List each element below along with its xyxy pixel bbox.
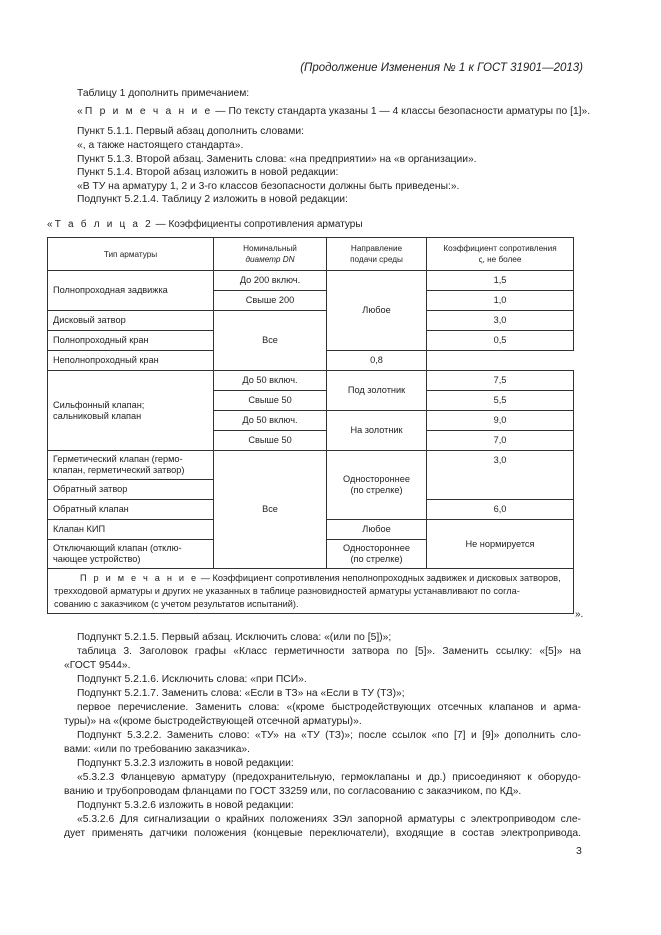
table-title-word: «Т а б л и ц а 2 bbox=[47, 219, 153, 230]
cell-direction-line1: Одностороннее bbox=[343, 474, 410, 484]
para-line: первое перечисление. Заменить слова: «(кроме быстродействующих отсечных клапанов и арма- bbox=[77, 702, 581, 713]
cell-coefficient: 1,0 bbox=[427, 291, 574, 311]
cell-coefficient: 3,0 bbox=[427, 311, 574, 331]
cell-dn: Все bbox=[214, 451, 327, 569]
para-line: Подпункт 5.3.2.2. Заменить слово: «ТУ» на «ТУ (ТЗ)»; после ссылок «по [7] и [9]» дополнить сло- bbox=[77, 730, 581, 741]
header-dn-line1: Номинальный bbox=[243, 244, 297, 253]
cell-coefficient: 0,5 bbox=[427, 331, 574, 351]
para-line: Подпункт 5.3.2.6 изложить в новой редакции: bbox=[77, 800, 294, 811]
para-line: Подпункт 5.3.2.3 изложить в новой редакции: bbox=[77, 758, 294, 769]
table-note-row bbox=[48, 569, 574, 614]
cell-direction bbox=[327, 540, 427, 569]
para-line: Пункт 5.1.1. Первый абзац дополнить словами: bbox=[77, 126, 304, 137]
cell-direction-line2: (по стрелке) bbox=[350, 485, 403, 495]
cell-coefficient: 0,8 bbox=[327, 351, 427, 371]
cell-direction: Любое bbox=[327, 520, 427, 540]
cell-coefficient: 7,0 bbox=[427, 431, 574, 451]
table-header-row bbox=[48, 238, 574, 271]
cell-direction: Любое bbox=[327, 271, 427, 351]
cell-type-line2: сальниковый клапан bbox=[53, 410, 142, 421]
para-line: вами: «или по требованию заказчика». bbox=[64, 744, 251, 755]
cell-dn: Свыше 50 bbox=[214, 431, 327, 451]
table-row bbox=[48, 311, 574, 331]
table-note-line2: трехходовой арматуры и других не указанных в таблице разновидностей арматуры устанавливают по согла- bbox=[54, 586, 520, 596]
cell-direction bbox=[327, 451, 427, 520]
para-line: «5.3.2.3 Фланцевую арматуру (предохранительную, гермоклапаны и др.) присоединяют к оборудо- bbox=[77, 772, 581, 783]
table-note-line1: — Коэффициент сопротивления неполнопроходных задвижек и дисковых затворов, bbox=[198, 573, 561, 583]
cell-direction-line1: Одностороннее bbox=[343, 543, 410, 553]
cell-coefficient: 9,0 bbox=[427, 411, 574, 431]
table-note-word: П р и м е ч а н и е bbox=[80, 573, 199, 583]
table-close-quote: ». bbox=[575, 609, 584, 620]
cell-type: Обратный затвор bbox=[48, 480, 214, 500]
para-line: «, а также настоящего стандарта». bbox=[77, 140, 244, 151]
para-line: Подпункт 5.2.1.6. Исключить слова: «при ПСИ». bbox=[77, 674, 307, 685]
table-row bbox=[48, 371, 574, 391]
para-line: ванию и трубопроводам фланцами по ГОСТ 33259 или, по согласованию с заказчиком, по КД». bbox=[64, 786, 522, 797]
header-coefficient-line2: ς, не более bbox=[478, 255, 522, 264]
note-word: «П р и м е ч а н и е bbox=[77, 106, 213, 117]
header-coefficient bbox=[427, 238, 574, 271]
header-direction-line2: подачи среды bbox=[350, 255, 403, 264]
table-title bbox=[47, 219, 363, 230]
cell-type-line1: Отключающий клапан (отклю- bbox=[53, 543, 182, 553]
para-line: Пункт 5.1.4. Второй абзац изложить в новой редакции: bbox=[77, 167, 339, 178]
table-note-line3: сованию с заказчиком (с учетом результатов испытаний). bbox=[54, 599, 299, 609]
cell-coefficient: 3,0 bbox=[427, 451, 574, 500]
para-line: Подпункт 5.2.1.7. Заменить слова: «Если в ТЗ» на «Если в ТУ (ТЗ)»; bbox=[77, 688, 405, 699]
para-line: туры)» на «(кроме быстродействующей отсечной арматуры)». bbox=[64, 716, 362, 727]
cell-coefficient: Не нормируется bbox=[427, 520, 574, 569]
para-line: «ГОСТ 9544». bbox=[64, 660, 131, 671]
cell-type: Клапан КИП bbox=[48, 520, 214, 540]
cell-coefficient: 5,5 bbox=[427, 391, 574, 411]
note-text: — По тексту стандарта указаны 1 — 4 классы безопасности арматуры по [1]». bbox=[212, 106, 591, 117]
cell-direction: Под золотник bbox=[327, 371, 427, 411]
cell-dn: До 200 включ. bbox=[214, 271, 327, 291]
cell-direction: На золотник bbox=[327, 411, 427, 451]
cell-type bbox=[48, 371, 214, 451]
cell-type-line1: Сильфонный клапан; bbox=[53, 399, 145, 410]
cell-dn: Все bbox=[214, 311, 327, 371]
cell-type: Полнопроходный кран bbox=[48, 331, 214, 351]
cell-type bbox=[48, 451, 214, 480]
cell-dn: Свыше 50 bbox=[214, 391, 327, 411]
cell-dn: До 50 включ. bbox=[214, 411, 327, 431]
table-note bbox=[48, 569, 574, 614]
cell-type: Обратный клапан bbox=[48, 500, 214, 520]
cell-type-line1: Герметический клапан (гермо- bbox=[53, 454, 183, 464]
cell-coefficient: 7,5 bbox=[427, 371, 574, 391]
header-dn bbox=[214, 238, 327, 271]
cell-dn: До 50 включ. bbox=[214, 371, 327, 391]
header-direction bbox=[327, 238, 427, 271]
para-line: Таблицу 1 дополнить примечанием: bbox=[77, 88, 250, 99]
cell-type: Дисковый затвор bbox=[48, 311, 214, 331]
cell-type: Полнопроходная задвижка bbox=[48, 271, 214, 311]
header-type: Тип арматуры bbox=[48, 238, 214, 271]
header-direction-line1: Направление bbox=[350, 244, 403, 253]
cell-direction-line2: (по стрелке) bbox=[350, 554, 403, 564]
cell-dn: Свыше 200 bbox=[214, 291, 327, 311]
header-dn-line2: диаметр DN bbox=[245, 255, 295, 264]
running-header: (Продолжение Изменения № 1 к ГОСТ 31901—2013) bbox=[300, 62, 583, 74]
para-line: Подпункт 5.2.1.4. Таблицу 2 изложить в новой редакции: bbox=[77, 194, 348, 205]
para-line: таблица 3. Заголовок графы «Класс герметичности затвора по [5]». Заменить ссылку: «[5]» на bbox=[77, 646, 581, 657]
para-line: «5.3.2.6 Для сигнализации о крайних положениях ЗЭл запорной арматуры с электроприводом сле- bbox=[77, 814, 581, 825]
cell-coefficient: 1,5 bbox=[427, 271, 574, 291]
para-line: «В ТУ на арматуру 1, 2 и 3-го классов безопасности должны быть приведены:». bbox=[77, 181, 460, 192]
cell-type: Неполнопроходный кран bbox=[48, 351, 214, 371]
cell-coefficient: 6,0 bbox=[427, 500, 574, 520]
para-line: дует применять датчики положения (концевые переключатели), входящие в состав электропривода. bbox=[64, 828, 581, 839]
table-row bbox=[48, 271, 574, 291]
cell-type-line2: чающее устройство) bbox=[53, 554, 141, 564]
para-line: Пункт 5.1.3. Второй абзац. Заменить слова: «на предприятии» на «в организации». bbox=[77, 154, 477, 165]
page-number: 3 bbox=[576, 845, 582, 857]
table-row bbox=[48, 451, 574, 480]
table-title-text: — Коэффициенты сопротивления арматуры bbox=[152, 219, 363, 230]
para-line bbox=[77, 105, 590, 118]
para-line: Подпункт 5.2.1.5. Первый абзац. Исключить слова: «(или по [5])»; bbox=[77, 632, 392, 643]
resistance-table bbox=[47, 237, 574, 614]
cell-type-line2: клапан, герметический затвор) bbox=[53, 465, 185, 475]
header-coefficient-line1: Коэффициент сопротивления bbox=[443, 244, 557, 253]
cell-type bbox=[48, 540, 214, 569]
